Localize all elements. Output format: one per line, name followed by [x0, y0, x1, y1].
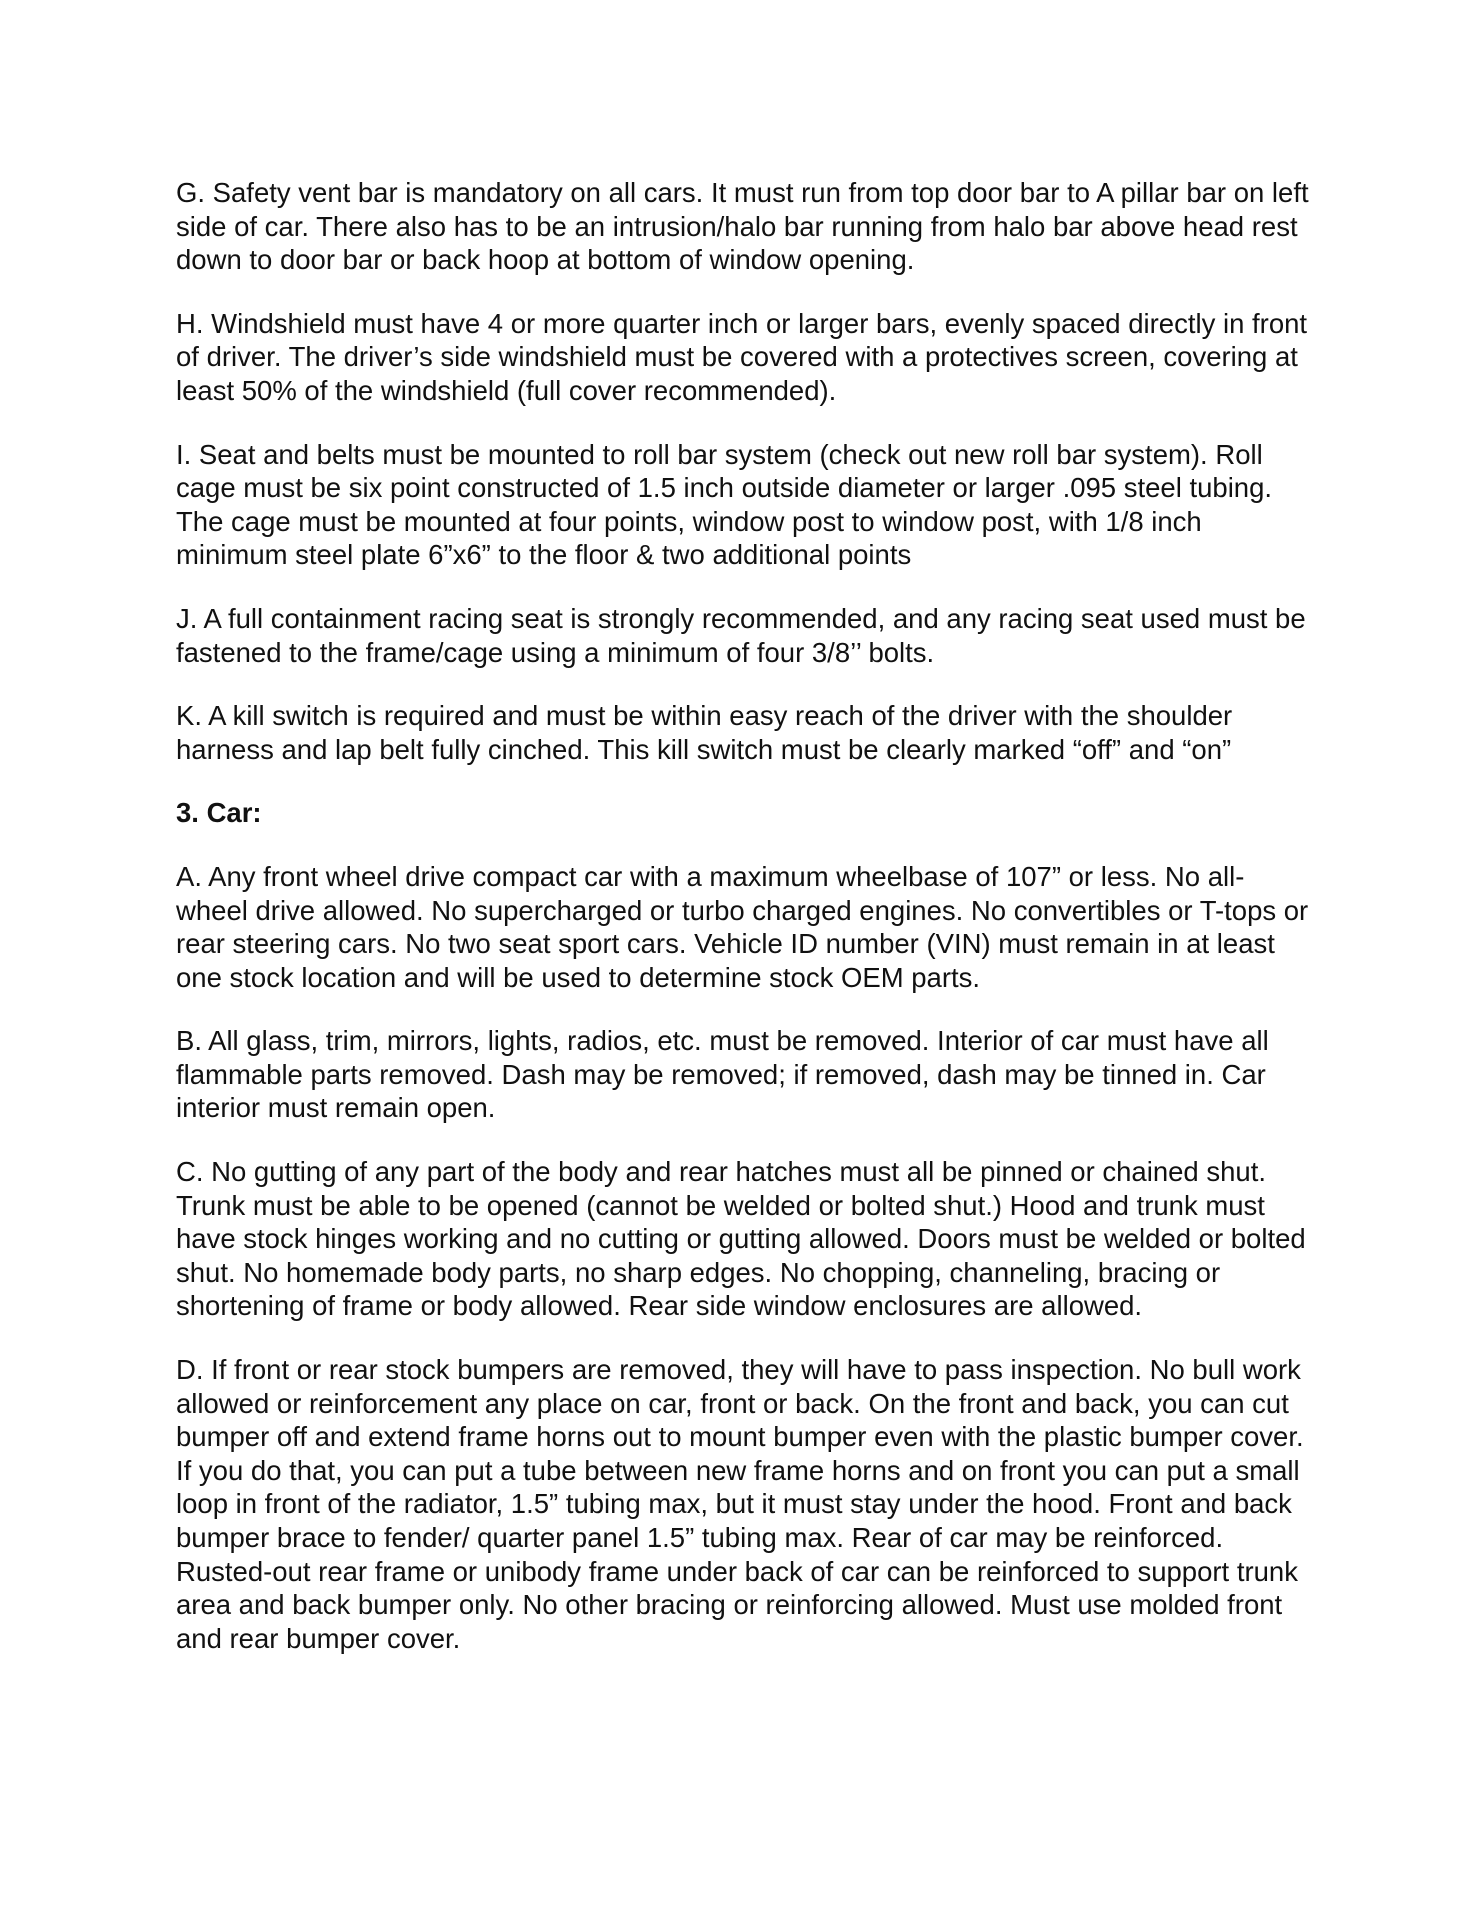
car-rule-paragraph-a: A. Any front wheel drive compact car with a maximum wheelbase of 107” or less. No all-wheel drive allowed. No supercharged or turbo charged engines. No convertibles or T-tops or rear steering cars. No two seat sport cars. Vehicle ID number (VIN) must remain in at least one stock location and will be used to determine stock OEM parts.: [176, 860, 1309, 993]
rule-paragraph-g: G. Safety vent bar is mandatory on all cars. It must run from top door bar to A pillar bar on left side of car. There also has to be an intrusion/halo bar running from halo bar above head rest down to door bar or back hoop at bottom of window opening.: [176, 177, 1309, 276]
document-body: [176, 176, 1316, 1685]
car-rule-paragraph-b: B. All glass, trim, mirrors, lights, radios, etc. must be removed. Interior of car must have all flammable parts removed. Dash may be removed; if removed, dash may be tinned in. Car interior must remain open.: [176, 1025, 1269, 1124]
rule-paragraph-k: K. A kill switch is required and must be within easy reach of the driver with the shoulder harness and lap belt fully cinched. This kill switch must be clearly marked “off” and “on”: [176, 700, 1233, 765]
car-rule-paragraph-c: C. No gutting of any part of the body and rear hatches must all be pinned or chained shut. Trunk must be able to be opened (cannot be welded or bolted shut.) Hood and trunk must have stock hinges working and no cutting or gutting allowed. Doors must be welded or bolted shut. No homemade body parts, no sharp edges. No chopping, channeling, bracing or shortening of frame or body allowed. Rear side window enclosures are allowed.: [176, 1156, 1306, 1322]
rule-paragraph-i: I. Seat and belts must be mounted to roll bar system (check out new roll bar system). Roll cage must be six point constructed of 1.5 inch outside diameter or larger .095 steel tubing. The cage must be mounted at four points, window post to window post, with 1/8 inch minimum steel plate 6”x6” to the floor & two additional points: [176, 438, 1273, 571]
rule-paragraph-j: J. A full containment racing seat is strongly recommended, and any racing seat used must be fastened to the frame/cage using a minimum of four 3/8’’ bolts.: [176, 602, 1306, 668]
rule-paragraph-h: H. Windshield must have 4 or more quarter inch or larger bars, evenly spaced directly in front of driver. The driver’s side windshield must be covered with a protectives screen, covering at least 50% of the windshield (full cover recommended).: [176, 307, 1308, 406]
section-heading-car: 3. Car:: [176, 797, 262, 829]
car-rule-paragraph-d: D. If front or rear stock bumpers are removed, they will have to pass inspection. No bull work allowed or reinforcement any place on car, front or back. On the front and back, you can cut bumper off and extend frame horns out to mount bumper even with the plastic bumper cover. If you do that, you can put a tube between new frame horns and on front you can put a small loop in front of the radiator, 1.5” tubing max, but it must stay under the hood. Front and back bumper brace to fender/ quarter panel 1.5” tubing max. Rear of car may be reinforced. Rusted-out rear frame or unibody frame under back of car can be reinforced to support trunk area and back bumper only. No other bracing or reinforcing allowed. Must use molded front and rear bumper cover.: [176, 1354, 1304, 1654]
